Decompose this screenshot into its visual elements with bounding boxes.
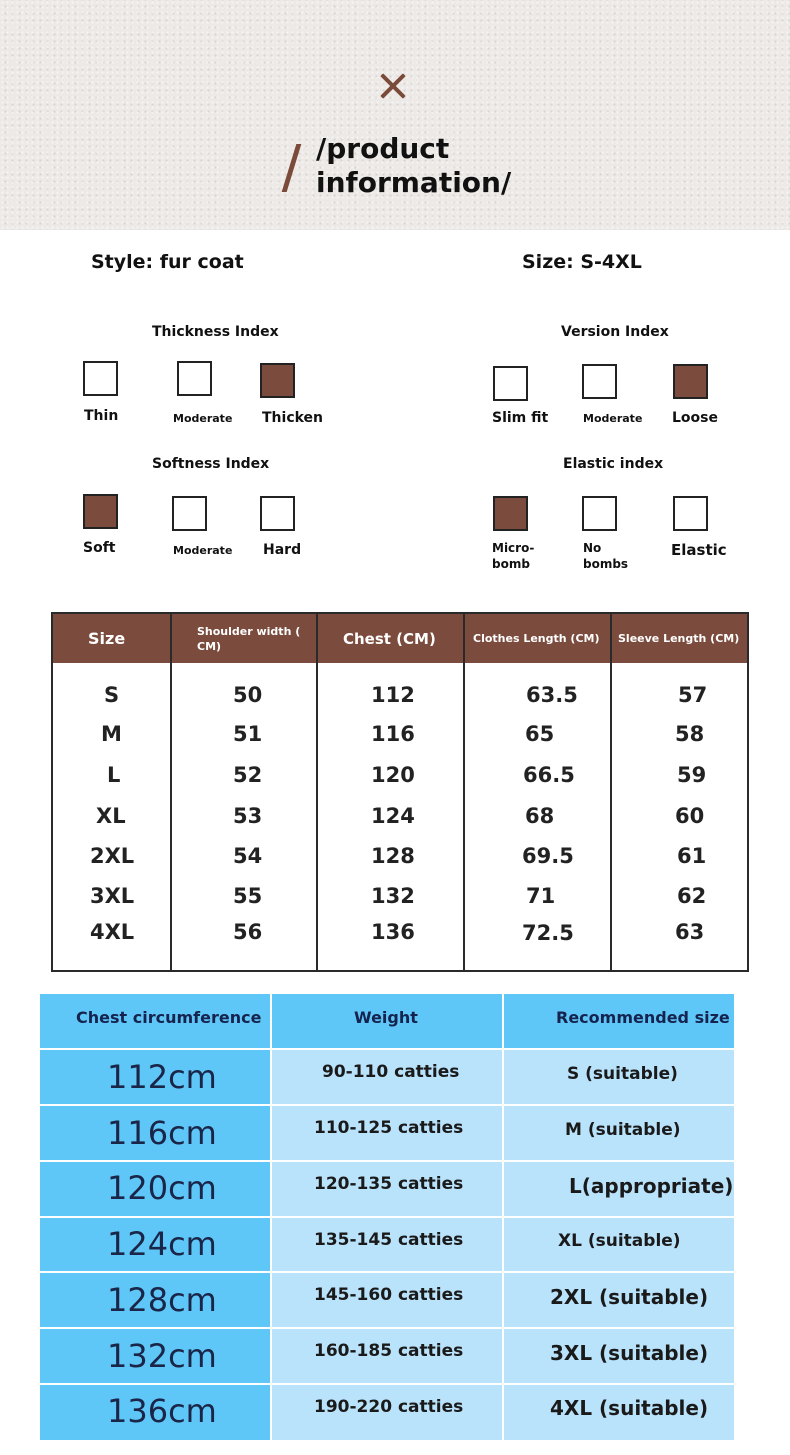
- chest-value: 124cm: [107, 1225, 217, 1263]
- shoulder-cell: 51: [233, 722, 263, 746]
- row-divider: [40, 1327, 734, 1329]
- recommended-size-value: 2XL (suitable): [550, 1285, 709, 1309]
- elastic-microbomb-box: [493, 496, 528, 531]
- softness-soft-label: Soft: [83, 540, 116, 556]
- softness-soft-box: [83, 494, 118, 529]
- weight-value: 110-125 catties: [314, 1118, 464, 1138]
- thickness-thin-label: Thin: [84, 408, 119, 424]
- version-loose-label: Loose: [672, 410, 718, 426]
- weight-value: 190-220 catties: [314, 1397, 464, 1417]
- weight-value: 135-145 catties: [314, 1230, 464, 1250]
- shoulder-cell: 55: [233, 884, 263, 908]
- header-sleeve-length: Sleeve Length (CM): [618, 632, 740, 645]
- close-icon: [377, 70, 409, 102]
- column-divider: [463, 614, 465, 970]
- weight-value: 160-185 catties: [314, 1341, 464, 1361]
- size-cell: M: [101, 722, 122, 746]
- header-chest-circumference: Chest circumference: [76, 1008, 262, 1027]
- row-divider: [40, 1160, 734, 1162]
- size-range-label: Size: S-4XL: [522, 251, 642, 273]
- header-weight: Weight: [354, 1008, 418, 1027]
- recommended-size-table: [40, 994, 734, 1440]
- column-divider: [316, 614, 318, 970]
- recommended-size-value: XL (suitable): [558, 1231, 681, 1251]
- chest-value: 136cm: [107, 1392, 217, 1430]
- size-cell: S: [104, 683, 120, 707]
- version-slimfit-label: Slim fit: [492, 410, 549, 426]
- sleeve-cell: 61: [677, 844, 707, 868]
- recommended-size-value: L(appropriate): [569, 1174, 734, 1198]
- softness-index-title: Softness Index: [152, 456, 270, 472]
- shoulder-cell: 50: [233, 683, 263, 707]
- header-chest: Chest (CM): [343, 629, 436, 648]
- thickness-moderate-box: [177, 361, 212, 396]
- chest-cell: 132: [371, 884, 415, 908]
- recommended-size-value: S (suitable): [567, 1064, 678, 1084]
- sleeve-cell: 58: [675, 722, 705, 746]
- column-divider: [170, 614, 172, 970]
- chest-cell: 116: [371, 722, 415, 746]
- column-divider: [610, 614, 612, 970]
- length-cell: 69.5: [522, 844, 574, 868]
- header-recommended-size: Recommended size: [556, 1008, 730, 1027]
- shoulder-cell: 54: [233, 844, 263, 868]
- version-moderate-label: Moderate: [583, 412, 643, 425]
- thickness-moderate-label: Moderate: [173, 412, 233, 425]
- shoulder-cell: 56: [233, 920, 263, 944]
- length-cell: 63.5: [526, 683, 578, 707]
- version-loose-box: [673, 364, 708, 399]
- thickness-thicken-box: [260, 363, 295, 398]
- chest-cell: 112: [371, 683, 415, 707]
- chest-value: 112cm: [107, 1058, 217, 1096]
- thickness-thin-box: [83, 361, 118, 396]
- thickness-thicken-label: Thicken: [262, 410, 324, 426]
- elastic-index-title: Elastic index: [563, 456, 664, 472]
- size-cell: 2XL: [90, 844, 135, 868]
- chest-value: 128cm: [107, 1281, 217, 1319]
- header-banner: [0, 0, 790, 230]
- elastic-nobombs-label: No bombs: [583, 541, 629, 571]
- length-cell: 68: [525, 804, 555, 828]
- size-cell: 3XL: [90, 884, 135, 908]
- chest-value: 120cm: [107, 1169, 217, 1207]
- recommended-size-value: 3XL (suitable): [550, 1341, 709, 1365]
- sleeve-cell: 63: [675, 920, 705, 944]
- chest-cell: 124: [371, 804, 415, 828]
- chest-cell: 136: [371, 920, 415, 944]
- row-divider: [40, 1104, 734, 1106]
- size-table: [51, 612, 749, 972]
- elastic-microbomb-label: Micro- bomb: [492, 541, 535, 571]
- chest-cell: 120: [371, 763, 415, 787]
- style-label: Style: fur coat: [91, 251, 244, 273]
- header-clothes-length: Clothes Length (CM): [473, 632, 600, 645]
- softness-hard-label: Hard: [263, 542, 302, 558]
- elastic-elastic-box: [673, 496, 708, 531]
- softness-moderate-label: Moderate: [173, 544, 233, 557]
- sleeve-cell: 57: [678, 683, 708, 707]
- version-index-title: Version Index: [561, 324, 669, 340]
- elastic-nobombs-box: [582, 496, 617, 531]
- row-divider: [40, 1048, 734, 1050]
- length-cell: 72.5: [522, 921, 574, 945]
- sleeve-cell: 60: [675, 804, 705, 828]
- weight-value: 145-160 catties: [314, 1285, 464, 1305]
- version-slimfit-box: [493, 366, 528, 401]
- size-cell: XL: [96, 804, 126, 828]
- length-cell: 65: [525, 722, 555, 746]
- size-cell: L: [107, 763, 121, 787]
- weight-value: 120-135 catties: [314, 1174, 464, 1194]
- header-shoulder: Shoulder width ( CM): [197, 624, 301, 653]
- length-cell: 71: [526, 884, 556, 908]
- elastic-elastic-label: Elastic: [671, 541, 727, 559]
- softness-hard-box: [260, 496, 295, 531]
- page-title-line-1: /product: [316, 132, 450, 165]
- chest-value: 116cm: [107, 1114, 217, 1152]
- row-divider: [40, 1271, 734, 1273]
- recommended-size-value: M (suitable): [565, 1120, 681, 1140]
- recommended-size-value: 4XL (suitable): [550, 1396, 709, 1420]
- shoulder-cell: 53: [233, 804, 263, 828]
- softness-moderate-box: [172, 496, 207, 531]
- length-cell: 66.5: [523, 763, 575, 787]
- header-size: Size: [88, 629, 126, 648]
- sleeve-cell: 62: [677, 884, 707, 908]
- slash-decoration: [282, 144, 302, 192]
- sleeve-cell: 59: [677, 763, 707, 787]
- chest-cell: 128: [371, 844, 415, 868]
- version-moderate-box: [582, 364, 617, 399]
- weight-value: 90-110 catties: [322, 1062, 460, 1082]
- row-divider: [40, 1383, 734, 1385]
- shoulder-cell: 52: [233, 763, 263, 787]
- chest-value: 132cm: [107, 1337, 217, 1375]
- thickness-index-title: Thickness Index: [152, 324, 279, 340]
- page-title-line-2: information/: [316, 166, 512, 199]
- row-divider: [40, 1216, 734, 1218]
- size-cell: 4XL: [90, 920, 135, 944]
